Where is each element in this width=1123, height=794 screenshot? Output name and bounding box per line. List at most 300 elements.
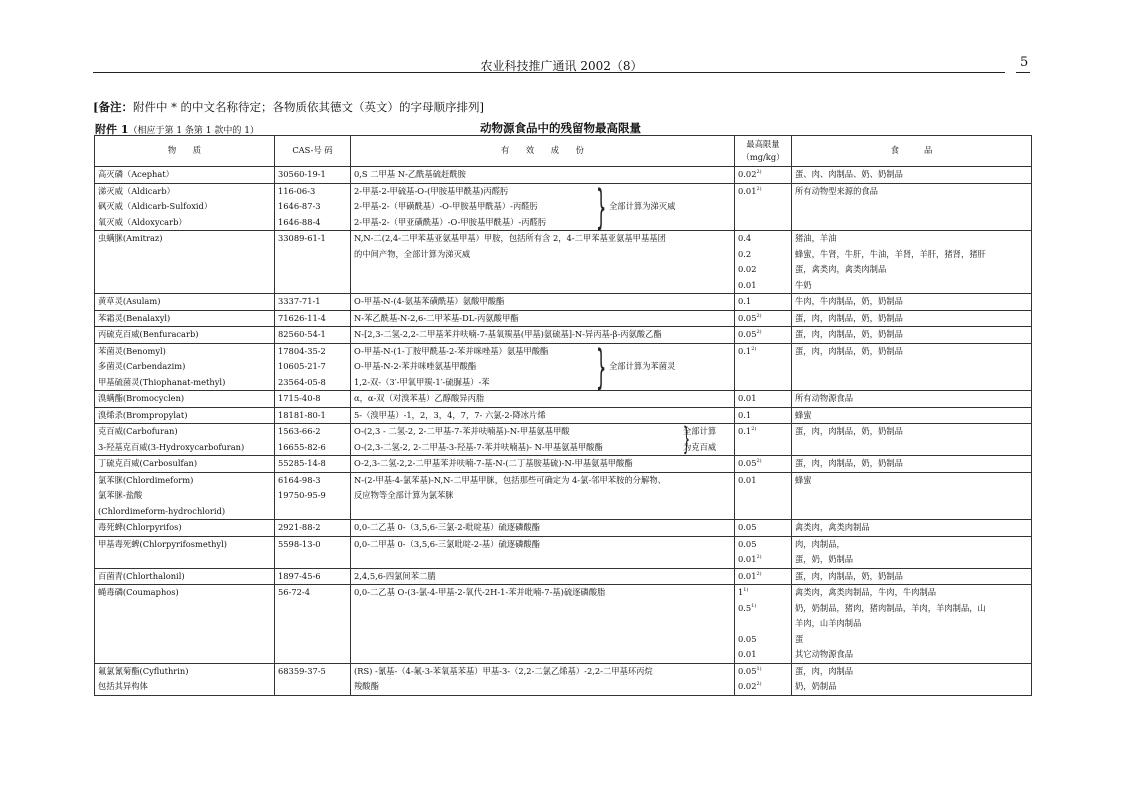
max-limit-cell-text: 0.01 (738, 393, 757, 403)
food-cell-text: 禽类肉，禽类肉制品，牛肉，牛肉制品 (795, 587, 937, 597)
food-cell-text: 牛奶 (795, 279, 812, 290)
substance-cell-text: 氧灭威（Aldoxycarb） (98, 216, 187, 227)
cas-cell-line (278, 199, 347, 215)
food-cell-text: 蛋 (795, 633, 804, 644)
substance-cell-text: 包括其异构体 (98, 681, 148, 691)
cas-cell-text: 71626-11-4 (278, 312, 326, 323)
food-cell-line (795, 601, 1028, 617)
cas-cell (275, 310, 351, 327)
max-limit-cell-text: 0.05 (738, 633, 757, 644)
component-cell-line (354, 375, 731, 391)
food-cell (792, 520, 1032, 537)
substance-cell-text: 砜灭威（Aldicarb-Sulfoxid） (98, 201, 213, 211)
cas-cell-text: 82560-54-1 (278, 329, 326, 339)
header-food: 食 品 (792, 136, 1032, 167)
max-limit-cell-line (738, 456, 788, 472)
component-cell-line (354, 215, 731, 231)
max-limit-cell-text: 0.2 (738, 248, 752, 259)
footnote-marker: 2) (756, 681, 762, 687)
component-cell-line (354, 664, 731, 680)
cas-cell-line (278, 537, 347, 553)
max-limit-cell-text: 0.05 (738, 312, 757, 323)
max-limit-cell (735, 456, 792, 473)
substance-cell-text: 溴螨酯(Bromocyclen) (98, 393, 185, 403)
component-cell-line (354, 585, 731, 601)
substance-cell-text: 溴烯杀(Brompropylat) (98, 409, 188, 420)
cas-cell (275, 167, 351, 184)
cas-cell (275, 391, 351, 408)
max-limit-cell-text: 0.1 (738, 426, 752, 436)
food-cell-text: 蛋，禽类肉，禽类肉制品 (795, 264, 887, 274)
max-limit-cell (735, 231, 792, 294)
max-limit-cell (735, 663, 792, 695)
substance-cell-line (98, 184, 271, 200)
header-substance: 物 质 (95, 136, 275, 167)
substance-cell (95, 520, 275, 537)
food-cell-line (795, 231, 1028, 247)
substance-cell (95, 294, 275, 311)
substance-cell (95, 568, 275, 585)
substance-cell-line (98, 167, 271, 183)
table-row (95, 231, 1032, 294)
food-cell-line (795, 632, 1028, 648)
cas-cell-line (278, 359, 347, 375)
food-cell-line (795, 294, 1028, 310)
max-limit-cell-text: 0.1 (738, 296, 752, 306)
food-cell-text: 蜂蜜，牛肾，牛肝，牛油，羊肾，羊肝，猪肾，猪肝 (795, 248, 986, 259)
substance-cell-text: 3-羟基克百威(3-Hydroxycarbofuran) (98, 441, 245, 452)
table-row (95, 167, 1032, 184)
max-limit-cell-line (738, 408, 788, 424)
food-cell-text: 蛋，奶，奶制品 (795, 554, 854, 564)
substance-cell-line (98, 488, 271, 504)
footnote-marker: 2) (756, 169, 762, 175)
cas-cell (275, 536, 351, 568)
max-limit-cell-text: 0.02 (738, 681, 757, 691)
substance-cell-text: 高灭磷（Acephat） (98, 169, 174, 179)
cas-cell-line (278, 311, 347, 327)
cas-cell-text: 30560-19-1 (278, 169, 326, 179)
food-cell-line (795, 184, 1028, 200)
substance-cell-line (98, 294, 271, 310)
food-cell-line (795, 569, 1028, 585)
cas-cell (275, 343, 351, 391)
cas-cell-line (278, 408, 347, 424)
food-cell-line (795, 664, 1028, 680)
component-cell-text: N-[2,3-二氢-2,2-二甲基苯并呋喃-7-基氧羰基(甲基)氨硫基]-N-异丙基-β-丙氨酸乙酯 (354, 329, 662, 339)
max-limit-cell-text: 0.5 (738, 602, 752, 613)
cas-cell-text: 19750-95-9 (278, 490, 326, 500)
substance-cell-line (98, 520, 271, 536)
component-cell-text: 0,0-二甲基 0-（3,5,6-三氯吡啶-2-基）硫逐磷酸酯 (354, 538, 540, 549)
food-cell (792, 183, 1032, 231)
cas-cell (275, 663, 351, 695)
max-limit-cell-line (738, 231, 788, 247)
max-limit-cell-text: 0.05 (738, 329, 757, 339)
max-limit-cell-text: 0.01 (738, 279, 757, 290)
component-cell-text: N,N-二(2,4-二甲苯基亚氨基甲基）甲胺，包括所有含 2，4-二甲苯基亚氨基甲基基团 (354, 233, 666, 243)
annex-subtitle: （相应于第 1 条第 1 款中的 1） (128, 126, 259, 136)
component-cell (351, 456, 735, 473)
substance-cell (95, 231, 275, 294)
substance-cell-text: 黄草灵(Asulam) (98, 296, 161, 306)
max-limit-cell (735, 424, 792, 456)
cas-cell-text: 17804-35-2 (278, 345, 326, 356)
brace-note: 全部计算为克百威 (683, 426, 717, 452)
component-cell-line (354, 488, 731, 504)
max-limit-cell-text: 0.05 (738, 522, 757, 532)
max-limit-cell (735, 585, 792, 664)
substance-cell (95, 310, 275, 327)
substance-cell-text: 蝇毒磷(Coumaphos) (98, 587, 179, 597)
substance-cell-text: 氯苯脒(Chlordimeform) (98, 474, 194, 485)
component-cell-line (354, 679, 731, 695)
max-limit-cell-line (738, 616, 788, 632)
food-cell (792, 231, 1032, 294)
substance-cell (95, 407, 275, 424)
max-limit-cell-line (738, 391, 788, 407)
substance-cell-text: 涕灭威（Aldicarb） (98, 185, 175, 196)
substance-cell (95, 472, 275, 520)
food-cell-line (795, 278, 1028, 294)
component-cell-line (354, 473, 731, 489)
component-cell-text: O-甲基-N-2-苯并咪唑氨基甲酸酯 (354, 361, 477, 371)
footnote-marker: 2) (756, 185, 762, 192)
substance-cell-line (98, 199, 271, 215)
component-cell-text: 0,0-二乙基 O-(3-氯-4-甲基-2-氧代-2H-1-苯并吡喃-7-基)硫逐磷酸脂 (354, 587, 606, 597)
food-cell-line (795, 391, 1028, 407)
cas-cell-text: 1897-45-6 (278, 570, 321, 581)
max-limit-cell (735, 391, 792, 408)
cas-cell-text: 1715-40-8 (278, 393, 321, 403)
max-limit-cell-line (738, 569, 788, 585)
cas-cell (275, 294, 351, 311)
substance-cell-line (98, 456, 271, 472)
max-limit-cell-line (738, 585, 788, 601)
substance-cell-text: 氯苯脒-盐酸 (98, 490, 143, 500)
cas-cell-line (278, 327, 347, 343)
food-cell (792, 568, 1032, 585)
max-limit-cell-line (738, 473, 788, 489)
remark-text: 附件中 * 的中文名称待定；各物质依其德文（英文）的字母顺序排列] (132, 100, 484, 114)
max-limit-cell-line (738, 262, 788, 278)
grouping-brace: } (683, 423, 690, 456)
substance-cell (95, 183, 275, 231)
cas-cell-text: 23564-05-8 (278, 376, 326, 387)
component-cell-text: 2-甲基-2-甲硫基-O-(甲胺基甲酰基)丙醛肟 (354, 185, 509, 196)
cas-cell-line (278, 344, 347, 360)
component-cell-text: N-苯乙酰基-N-2,6-二甲苯基-DL-丙氨酸甲酯 (354, 312, 519, 323)
food-cell-text: 肉，肉制品， (795, 538, 845, 549)
component-cell-line (354, 167, 731, 183)
remark-note (93, 99, 484, 115)
component-cell-line (354, 231, 731, 247)
substance-cell-text: 毒死蜱(Chlorpyrifos) (98, 522, 182, 532)
component-cell (351, 424, 735, 456)
max-limit-cell (735, 294, 792, 311)
max-limit-cell-line (738, 278, 788, 294)
max-limit-cell-text: 0.01 (738, 474, 757, 485)
component-cell-text: O-(2,3 - 二氢-2, 2-二甲基-7-苯并呋喃基)-N-甲基氨基甲酸 (354, 426, 570, 436)
cas-cell (275, 424, 351, 456)
food-cell-text: 奶，奶制品，猪肉，猪肉制品，羊肉，羊肉制品，山 (795, 602, 986, 613)
cas-cell-line (278, 231, 347, 247)
component-cell (351, 167, 735, 184)
max-limit-cell-text: 0.1 (738, 345, 752, 356)
food-cell-text: 其它动物源食品 (795, 649, 854, 659)
max-limit-cell-text: 0.02 (738, 169, 757, 179)
remark-label: [备注： (93, 100, 133, 114)
max-limit-cell (735, 183, 792, 231)
food-cell-text: 禽类肉，禽类肉制品 (795, 522, 870, 532)
table-row (95, 663, 1032, 695)
substance-cell (95, 456, 275, 473)
max-limit-cell-line (738, 679, 788, 695)
substance-cell-text: 甲基硫菌灵(Thiophanat-methyl) (98, 376, 226, 387)
component-cell (351, 663, 735, 695)
food-cell-text: 奶，奶制品 (795, 681, 837, 691)
food-cell-line (795, 344, 1028, 360)
cas-cell-text: 33089-61-1 (278, 233, 326, 243)
max-limit-cell-line (738, 664, 788, 680)
footnote-marker: 2) (756, 458, 762, 464)
cas-cell-line (278, 664, 347, 680)
header-max-limit (735, 136, 792, 167)
food-cell-line (795, 424, 1028, 440)
cas-cell (275, 456, 351, 473)
substance-cell-text: 克百威(Carbofuran) (98, 426, 178, 436)
food-cell-line (795, 537, 1028, 553)
food-cell (792, 343, 1032, 391)
component-cell (351, 327, 735, 344)
component-cell (351, 536, 735, 568)
cas-cell-line (278, 520, 347, 536)
component-cell-text: 反应物等全部计算为氯苯脒 (354, 490, 454, 500)
footnote-marker: 2) (751, 345, 757, 352)
food-cell (792, 167, 1032, 184)
cas-cell-line (278, 440, 347, 456)
food-cell (792, 536, 1032, 568)
substance-cell (95, 327, 275, 344)
component-cell (351, 310, 735, 327)
food-cell-text: 蛋、肉、肉制品、奶、奶制品 (795, 169, 903, 179)
max-limit-cell (735, 167, 792, 184)
max-limit-cell-text: 0.02 (738, 264, 757, 274)
food-cell (792, 310, 1032, 327)
food-cell-line (795, 520, 1028, 536)
table-row (95, 424, 1032, 456)
header-component: 有 效 成 份 (351, 136, 735, 167)
component-cell-text: 的中间产物，全部计算为涕灭威 (354, 248, 471, 259)
table-row (95, 456, 1032, 473)
component-cell-text: (RS) -氰基-（4-氟-3-苯氧基苯基）甲基-3-（2,2-二氯乙烯基）-2,2-二甲基环丙烷 (354, 665, 653, 676)
max-limit-cell-line (738, 311, 788, 327)
food-cell (792, 424, 1032, 456)
header-max-limit-line1: 最高限量 (746, 139, 780, 149)
substance-cell (95, 585, 275, 664)
food-cell (792, 585, 1032, 664)
cas-cell-text: 55285-14-8 (278, 458, 326, 468)
cas-cell (275, 231, 351, 294)
substance-cell-line (98, 311, 271, 327)
food-cell (792, 663, 1032, 695)
food-cell-line (795, 552, 1028, 568)
table-title: 动物源食品中的残留物最高限量 (480, 121, 641, 135)
table-row (95, 343, 1032, 391)
cas-cell-text: 16655-82-6 (278, 441, 326, 452)
brace-note: 全部计算为涕灭威 (609, 201, 676, 211)
food-cell-line (795, 408, 1028, 424)
food-cell-line (795, 679, 1028, 695)
max-limit-cell-text: 0.05 (738, 665, 757, 676)
food-cell-text: 羊肉，山羊肉制品 (795, 618, 862, 628)
component-cell-line (354, 569, 731, 585)
table-row (95, 568, 1032, 585)
max-limit-cell-text: 0.1 (738, 409, 752, 420)
footnote-marker: 2) (756, 570, 762, 577)
substance-cell-text: 丙硫克百威(Benfuracarb) (98, 329, 199, 339)
component-cell-text: O-甲基-N-(1-丁胺甲酰基-2-苯并咪唑基）氨基甲酸酯 (354, 345, 549, 356)
substance-cell-text: 丁硫克百威(Carbosulfan) (98, 458, 198, 468)
food-cell-line (795, 167, 1028, 183)
header-max-limit-line2: （mg/kg） (741, 152, 785, 162)
component-cell-text: α，α-双（对溴苯基）乙醇酸异丙脂 (354, 393, 485, 403)
component-cell-text: O-2,3-二氢-2,2-二甲基苯并呋喃-7-基-N-(二丁基胺基硫)-N-甲基氨基甲酸酯 (354, 458, 633, 468)
max-limit-cell-text: 0.4 (738, 233, 752, 243)
substance-cell-text: 百菌青(Chlorthalonil) (98, 570, 185, 581)
component-cell-line (354, 294, 731, 310)
cas-cell-text: 5598-13-0 (278, 538, 321, 549)
header-cas: CAS-号 码 (275, 136, 351, 167)
max-limit-cell-text: 0.05 (738, 458, 757, 468)
max-limit-cell-line (738, 327, 788, 343)
component-cell-line (354, 327, 731, 343)
substance-cell-line (98, 359, 271, 375)
cas-cell (275, 327, 351, 344)
substance-cell-line (98, 231, 271, 247)
component-cell-line (354, 424, 731, 440)
cas-cell-text: 3337-71-1 (278, 296, 321, 306)
grouping-brace: } (596, 183, 607, 231)
footnote-marker: 2) (751, 426, 757, 432)
component-cell-text: 2-甲基-2-（甲亚磺酰基）-O-甲胺基甲酰基）-丙醛肟 (354, 216, 547, 227)
component-cell-line (354, 344, 731, 360)
cas-cell-text: 1646-88-4 (278, 216, 321, 227)
component-cell (351, 231, 735, 294)
substance-cell-line (98, 391, 271, 407)
cas-cell-line (278, 294, 347, 310)
component-cell-text: 0,S 二甲基 N-乙酰基硫赶酰胺 (354, 169, 466, 179)
substance-cell (95, 536, 275, 568)
cas-cell-line (278, 184, 347, 200)
max-limit-cell (735, 520, 792, 537)
table-row (95, 327, 1032, 344)
component-cell-text: 5-（溴甲基）-1，2，3，4，7，7- 六氯-2-降冰片烯 (354, 409, 546, 420)
grouping-brace: } (596, 343, 607, 391)
food-cell-line (795, 311, 1028, 327)
table-row (95, 294, 1032, 311)
table-header-row (95, 136, 1032, 167)
food-cell (792, 391, 1032, 408)
component-cell-line (354, 391, 731, 407)
component-cell-text: 羧酸酯 (354, 681, 379, 691)
food-cell-line (795, 262, 1028, 278)
cas-cell (275, 183, 351, 231)
footnote-marker: 1) (743, 587, 749, 593)
component-cell-line (354, 247, 731, 263)
substance-cell-line (98, 344, 271, 360)
food-cell-line (795, 327, 1028, 343)
substance-cell (95, 663, 275, 695)
substance-cell-line (98, 504, 271, 520)
max-limit-cell-line (738, 167, 788, 183)
food-cell-text: 蛋，肉，肉制品，奶，奶制品 (795, 426, 903, 436)
max-limit-cell-text: 0.01 (738, 570, 757, 581)
food-cell-text: 蛋，肉，肉制品，奶，奶制品 (795, 329, 903, 339)
cas-cell (275, 520, 351, 537)
max-limit-cell-line (738, 424, 788, 440)
food-cell (792, 472, 1032, 520)
cas-cell-text: 10605-21-7 (278, 361, 326, 371)
component-cell (351, 472, 735, 520)
table-row (95, 520, 1032, 537)
max-limit-cell (735, 310, 792, 327)
cas-cell-text: 1563-66-2 (278, 426, 321, 436)
food-cell-text: 蛋，肉，肉制品，奶，奶制品 (795, 312, 903, 323)
component-cell (351, 520, 735, 537)
footnote-marker: 1) (756, 665, 762, 672)
table-row (95, 585, 1032, 664)
food-cell-text: 蛋，肉，肉制品 (795, 665, 854, 676)
max-limit-cell-text: 0.01 (738, 649, 757, 659)
cas-cell (275, 568, 351, 585)
component-cell (351, 407, 735, 424)
substance-cell-text: 氟氯氰菊酯(Cyfluthrin) (98, 665, 189, 676)
component-cell-line (354, 408, 731, 424)
substance-cell-line (98, 215, 271, 231)
max-limit-cell-line (738, 344, 788, 360)
max-limit-cell (735, 407, 792, 424)
food-cell-text: 蛋，肉，肉制品，奶，奶制品 (795, 345, 903, 356)
substance-cell-text: 甲基毒死蜱(Chlorpyrifosmethyl) (98, 538, 228, 549)
component-cell-text: N-(2-甲基-4-氯苯基)-N,N-二甲基甲脒，包括那些可确定为 4-氯-邻甲苯胺的分解物、 (354, 474, 666, 485)
substance-cell-line (98, 408, 271, 424)
substance-cell (95, 424, 275, 456)
max-limit-cell (735, 536, 792, 568)
cas-cell-line (278, 585, 347, 601)
component-cell-text: 1,2-双-（3′-甲氧甲羰-1′-硫脲基）-苯 (354, 376, 490, 387)
substance-cell-line (98, 537, 271, 553)
cas-cell-line (278, 167, 347, 183)
max-limit-cell (735, 472, 792, 520)
food-cell-line (795, 247, 1028, 263)
max-limit-cell-text: 1 (738, 587, 744, 597)
substance-cell-text: 多菌灵(Carbendazim) (98, 361, 186, 371)
table-row (95, 310, 1032, 327)
component-cell-line (354, 520, 731, 536)
max-limit-cell (735, 343, 792, 391)
table-row (95, 536, 1032, 568)
max-limit-cell (735, 327, 792, 344)
max-limit-cell-line (738, 552, 788, 568)
component-cell-text: 2,4,5,6-四氯间苯二腈 (354, 570, 436, 581)
substance-cell-line (98, 424, 271, 440)
food-cell-line (795, 585, 1028, 601)
max-limit-cell-line (738, 537, 788, 553)
food-cell-text: 牛肉，牛肉制品，奶，奶制品 (795, 296, 903, 306)
substance-cell-line (98, 569, 271, 585)
header-rule (93, 72, 1005, 73)
